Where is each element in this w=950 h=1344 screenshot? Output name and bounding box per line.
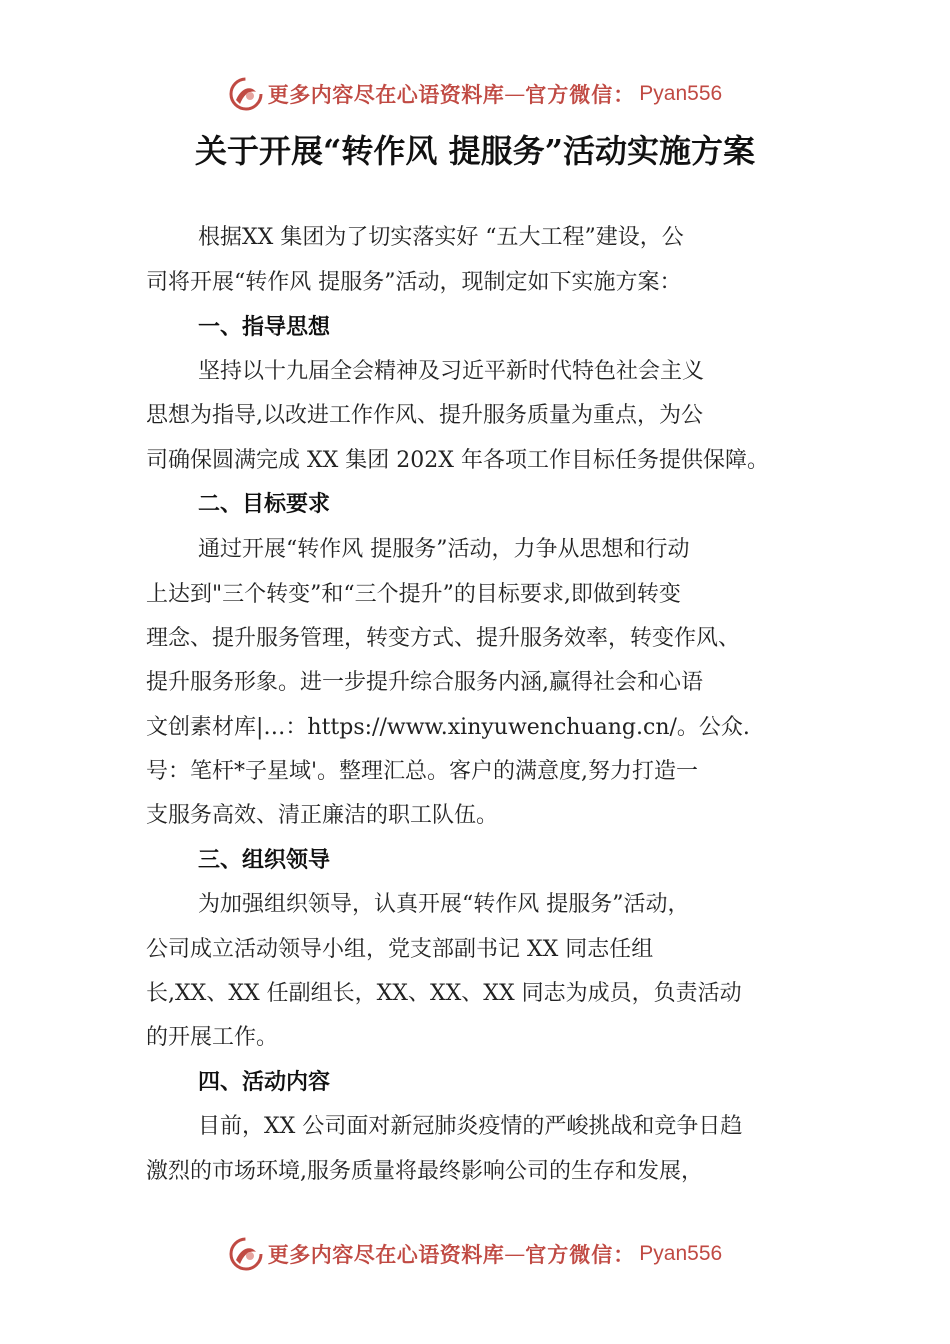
paragraph-line: 公司成立活动领导小组，党支部副书记 XX 同志任组 bbox=[146, 937, 654, 962]
watermark-site-text: 更多内容尽在心语资料库 bbox=[267, 82, 505, 107]
paragraph-line: 激烈的市场环境,服务质量将最终影响公司的生存和发展， bbox=[146, 1159, 703, 1184]
section-heading: 二、目标要求 bbox=[198, 492, 331, 517]
paragraph-line: 司将开展“转作风 提服务”活动，现制定如下实施方案： bbox=[146, 270, 682, 295]
watermark-wechat-id: Pyan556 bbox=[639, 1242, 723, 1265]
watermark-banner-bottom bbox=[0, 1232, 950, 1276]
paragraph-line: 号：笔杆*子星域'。整理汇总。客户的满意度,努力打造一 bbox=[146, 759, 699, 784]
paragraph-line: 理念、提升服务管理，转变方式、提升服务效率，转变作风、 bbox=[146, 626, 741, 651]
section-heading: 一、指导思想 bbox=[198, 315, 331, 340]
watermark-site-text: 更多内容尽在心语资料库 bbox=[267, 1242, 505, 1267]
paragraph-line: 为加强组织领导，认真开展“转作风 提服务”活动， bbox=[198, 892, 690, 917]
document-title: 关于开展“转作风 提服务”活动实施方案 bbox=[195, 132, 755, 170]
paragraph-line: 通过开展“转作风 提服务”活动，力争从思想和行动 bbox=[198, 537, 690, 562]
paragraph-line: 文创素材库|…：https://www.xinyuwenchuang.cn/。公众. bbox=[146, 715, 750, 740]
watermark-separator: — bbox=[504, 1242, 526, 1266]
paragraph-line: 思想为指导,以改进工作作风、提升服务质量为重点，为公 bbox=[146, 403, 703, 428]
paragraph-line: 坚持以十九届全会精神及习近平新时代特色社会主义 bbox=[198, 359, 705, 384]
watermark-wechat-label: 官方微信： bbox=[525, 1242, 636, 1267]
paragraph-line: 长,XX、XX 任副组长，XX、XX、XX 同志为成员，负责活动 bbox=[146, 981, 742, 1006]
watermark-banner-top bbox=[0, 72, 950, 116]
paragraph-line: 目前，XX 公司面对新冠肺炎疫情的严峻挑战和竞争日趋 bbox=[198, 1114, 743, 1139]
watermark-separator: — bbox=[504, 82, 526, 106]
paragraph-line: 根据XX 集团为了切实落实好 “五大工程”建设，公 bbox=[198, 225, 684, 250]
paragraph-line: 提升服务形象。进一步提升综合服务内涵,赢得社会和心语 bbox=[146, 670, 703, 695]
swirl-logo-icon bbox=[228, 76, 264, 112]
section-heading: 三、组织领导 bbox=[198, 848, 331, 873]
watermark-wechat-id: Pyan556 bbox=[639, 82, 723, 105]
watermark-wechat-label: 官方微信： bbox=[525, 82, 636, 107]
paragraph-line: 支服务高效、清正廉洁的职工队伍。 bbox=[146, 803, 499, 828]
paragraph-line: 上达到"三个转变”和“三个提升”的目标要求,即做到转变 bbox=[146, 582, 681, 607]
section-heading: 四、活动内容 bbox=[198, 1070, 331, 1095]
paragraph-line: 的开展工作。 bbox=[146, 1025, 279, 1050]
swirl-logo-icon bbox=[228, 1236, 264, 1272]
paragraph-line: 司确保圆满完成 XX 集团 202X 年各项工作目标任务提供保障。 bbox=[146, 448, 769, 473]
